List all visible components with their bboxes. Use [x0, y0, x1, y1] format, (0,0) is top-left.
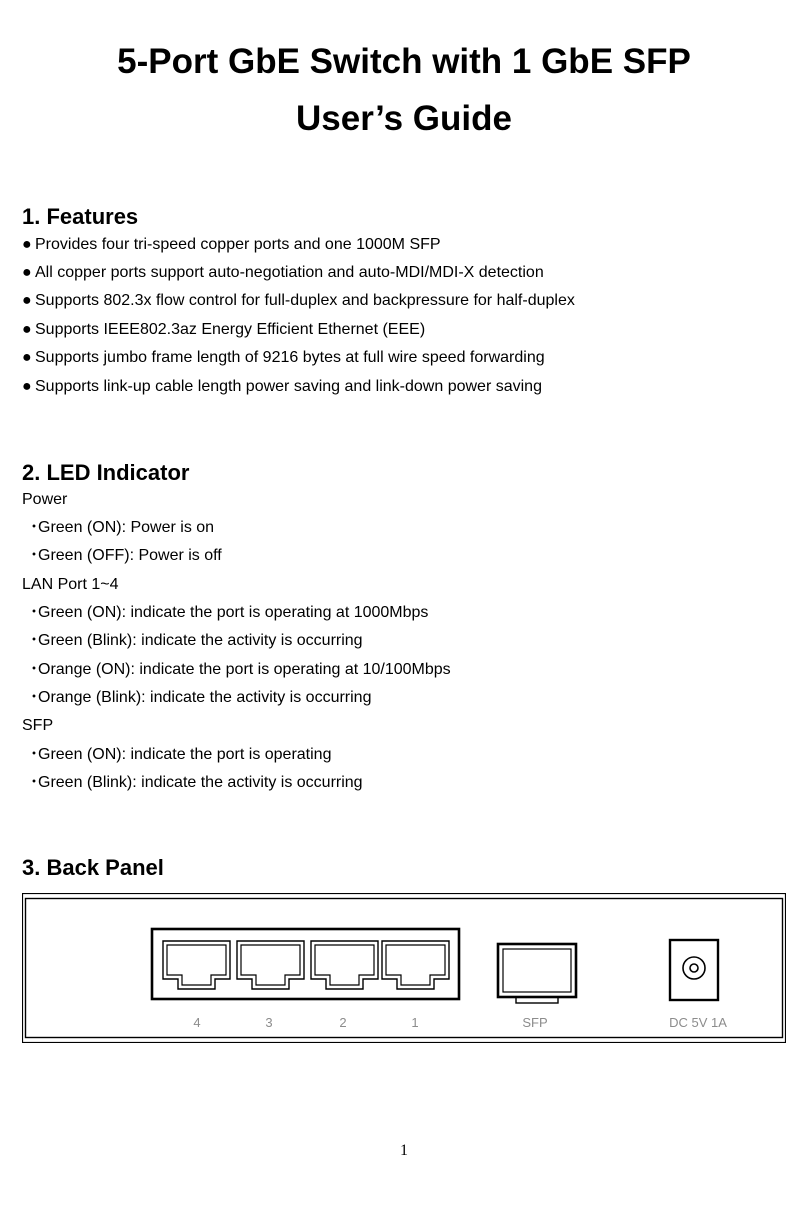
- bullet-icon: ●: [22, 264, 32, 281]
- bullet-icon: ・: [26, 746, 43, 763]
- bullet-icon: ・: [26, 661, 43, 678]
- led-item: ・Green (Blink): indicate the activity is occurring: [26, 632, 363, 649]
- feature-item: ● Provides four tri-speed copper ports and one 1000M SFP: [22, 236, 441, 253]
- document-title: 5-Port GbE Switch with 1 GbE SFP: [117, 42, 691, 81]
- rj45-port-2-icon: [311, 941, 378, 989]
- feature-item: ● Supports IEEE802.3az Energy Efficient Ethernet (EEE): [22, 321, 426, 338]
- rj45-port-1-icon: [382, 941, 449, 989]
- bullet-icon: ・: [26, 774, 43, 791]
- dc-label: DC 5V 1A: [669, 1015, 727, 1030]
- bullet-icon: ●: [22, 292, 32, 309]
- led-group-power: Power: [22, 491, 68, 508]
- port-label-4: 4: [193, 1015, 201, 1030]
- feature-item: ● All copper ports support auto-negotiation and auto-MDI/MDI-X detection: [22, 264, 544, 281]
- bullet-icon: ●: [22, 378, 32, 395]
- feature-item: ● Supports link-up cable length power saving and link-down power saving: [22, 378, 542, 395]
- bullet-icon: ・: [26, 604, 43, 621]
- bullet-icon: ・: [26, 689, 43, 706]
- rj45-port-4-icon: [163, 941, 230, 989]
- sfp-label: SFP: [522, 1015, 548, 1030]
- rj45-port-3-icon: [237, 941, 304, 989]
- back-panel-heading: 3. Back Panel: [22, 855, 164, 880]
- bullet-icon: ・: [26, 519, 43, 536]
- dc-power-jack-icon: [670, 940, 718, 1000]
- document-subtitle: User’s Guide: [296, 99, 512, 138]
- bullet-icon: ●: [22, 236, 32, 253]
- back-panel-diagram: [22, 893, 786, 1043]
- led-group-lan: LAN Port 1~4: [22, 576, 119, 593]
- led-heading: 2. LED Indicator: [22, 460, 190, 485]
- led-item: ・Green (ON): indicate the port is operating at 1000Mbps: [26, 604, 429, 621]
- page-number: 1: [400, 1142, 408, 1159]
- led-item: ・Orange (Blink): indicate the activity is occurring: [26, 689, 372, 706]
- bullet-icon: ・: [26, 632, 43, 649]
- sfp-port-icon: [498, 944, 576, 1003]
- feature-item: ● Supports jumbo frame length of 9216 bytes at full wire speed forwarding: [22, 349, 545, 366]
- bullet-icon: ・: [26, 547, 43, 564]
- bullet-icon: ●: [22, 349, 32, 366]
- led-item: ・Orange (ON): indicate the port is operating at 10/100Mbps: [26, 661, 451, 678]
- feature-item: ● Supports 802.3x flow control for full-duplex and backpressure for half-duplex: [22, 292, 575, 309]
- led-item: ・Green (Blink): indicate the activity is occurring: [26, 774, 363, 791]
- bullet-icon: ●: [22, 321, 32, 338]
- features-heading: 1. Features: [22, 204, 139, 229]
- led-item: ・Green (ON): indicate the port is operating: [26, 746, 332, 763]
- led-group-sfp: SFP: [22, 717, 54, 734]
- port-label-1: 1: [411, 1015, 419, 1030]
- led-item: ・Green (OFF): Power is off: [26, 547, 222, 564]
- port-label-3: 3: [265, 1015, 273, 1030]
- led-item: ・Green (ON): Power is on: [26, 519, 215, 536]
- port-label-2: 2: [339, 1015, 347, 1030]
